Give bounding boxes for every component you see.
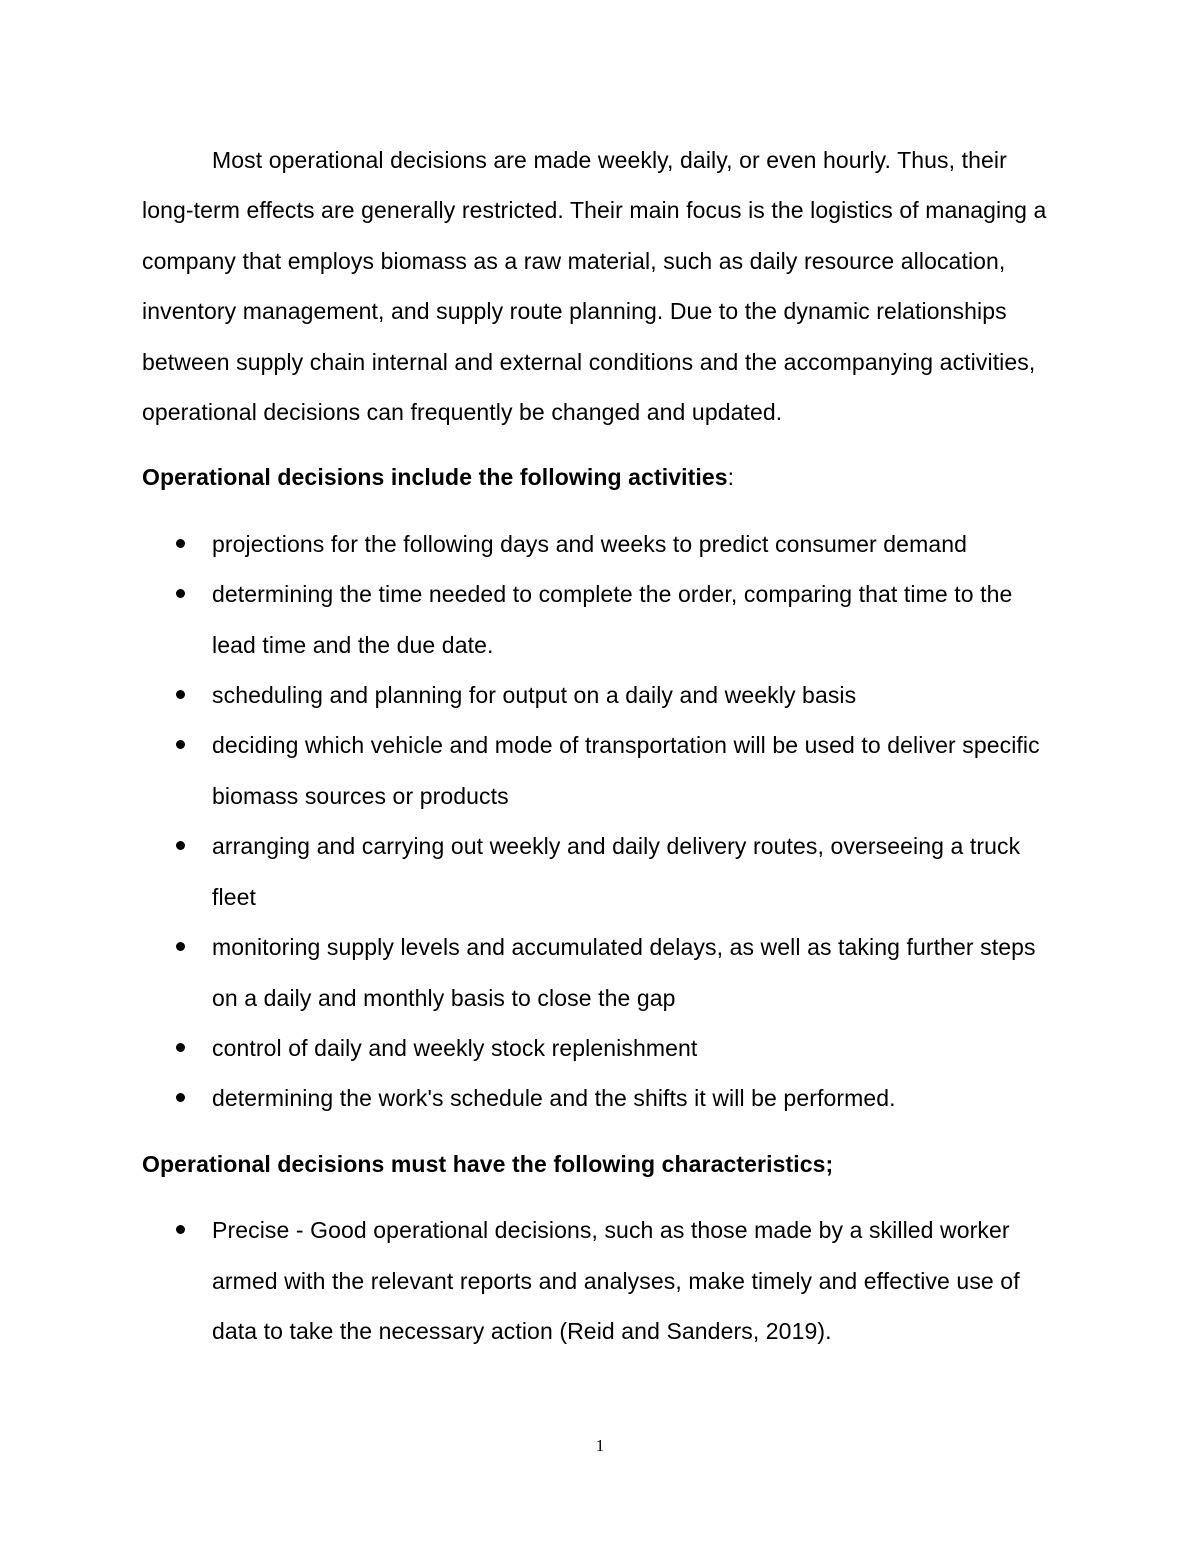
list-item bbox=[142, 922, 1062, 1023]
characteristics-heading: Operational decisions must have the following characteristics; bbox=[142, 1150, 834, 1177]
list-item bbox=[142, 569, 1062, 670]
activities-heading-colon: : bbox=[727, 464, 735, 491]
activities-heading bbox=[142, 452, 1062, 502]
bullet-icon bbox=[176, 1225, 185, 1234]
list-item-text: scheduling and planning for output on a daily and weekly basis bbox=[212, 682, 857, 709]
list-item-text: Precise - Good operational decisions, such as those made by a skilled worker armed with the relevant reports and analyses, make timely and effective use of data to take the necessary action (Reid and Sanders, 2019). bbox=[212, 1217, 1020, 1344]
list-item-text: determining the time needed to complete the order, comparing that time to the lead time and the due date. bbox=[212, 581, 1013, 658]
list-item-text: monitoring supply levels and accumulated delays, as well as taking further steps on a daily and monthly basis to close the gap bbox=[212, 934, 1036, 1011]
list-item-text: projections for the following days and weeks to predict consumer demand bbox=[212, 530, 968, 557]
page-number: 1 bbox=[595, 1436, 605, 1455]
list-item bbox=[142, 1073, 1062, 1123]
list-item bbox=[142, 821, 1062, 922]
list-item-text: determining the work's schedule and the shifts it will be performed. bbox=[212, 1085, 896, 1112]
bullet-icon bbox=[176, 841, 185, 850]
list-item bbox=[142, 720, 1062, 821]
intro-paragraph: Most operational decisions are made weekly, daily, or even hourly. Thus, their long-term effects are generally restricted. Their main focus is the logistics of managing a company that employs biomass as a raw material, such as daily resource allocation, inventory management, and supply route planning. Due to the dynamic relationships between supply chain internal and external conditions and the accompanying activities, operational decisions can frequently be changed and updated. bbox=[142, 147, 1047, 426]
bullet-icon bbox=[176, 690, 185, 699]
bullet-icon bbox=[176, 740, 185, 749]
bullet-icon bbox=[176, 539, 185, 548]
list-item bbox=[142, 519, 1062, 569]
activities-list bbox=[142, 519, 1062, 1124]
list-item bbox=[142, 670, 1062, 720]
characteristics-list bbox=[142, 1205, 1062, 1356]
bullet-icon bbox=[176, 942, 185, 951]
page-content bbox=[142, 135, 1062, 1356]
bullet-icon bbox=[176, 1093, 185, 1102]
list-item-text: deciding which vehicle and mode of transportation will be used to deliver specific biomass sources or products bbox=[212, 732, 1040, 809]
bullet-icon bbox=[176, 589, 185, 598]
list-item-text: control of daily and weekly stock replenishment bbox=[212, 1034, 698, 1061]
list-item bbox=[142, 1205, 1062, 1356]
activities-heading-text: Operational decisions include the following activities bbox=[142, 464, 728, 491]
list-item bbox=[142, 1023, 1062, 1073]
bullet-icon bbox=[176, 1043, 185, 1052]
list-item-text: arranging and carrying out weekly and daily delivery routes, overseeing a truck fleet bbox=[212, 833, 1021, 910]
